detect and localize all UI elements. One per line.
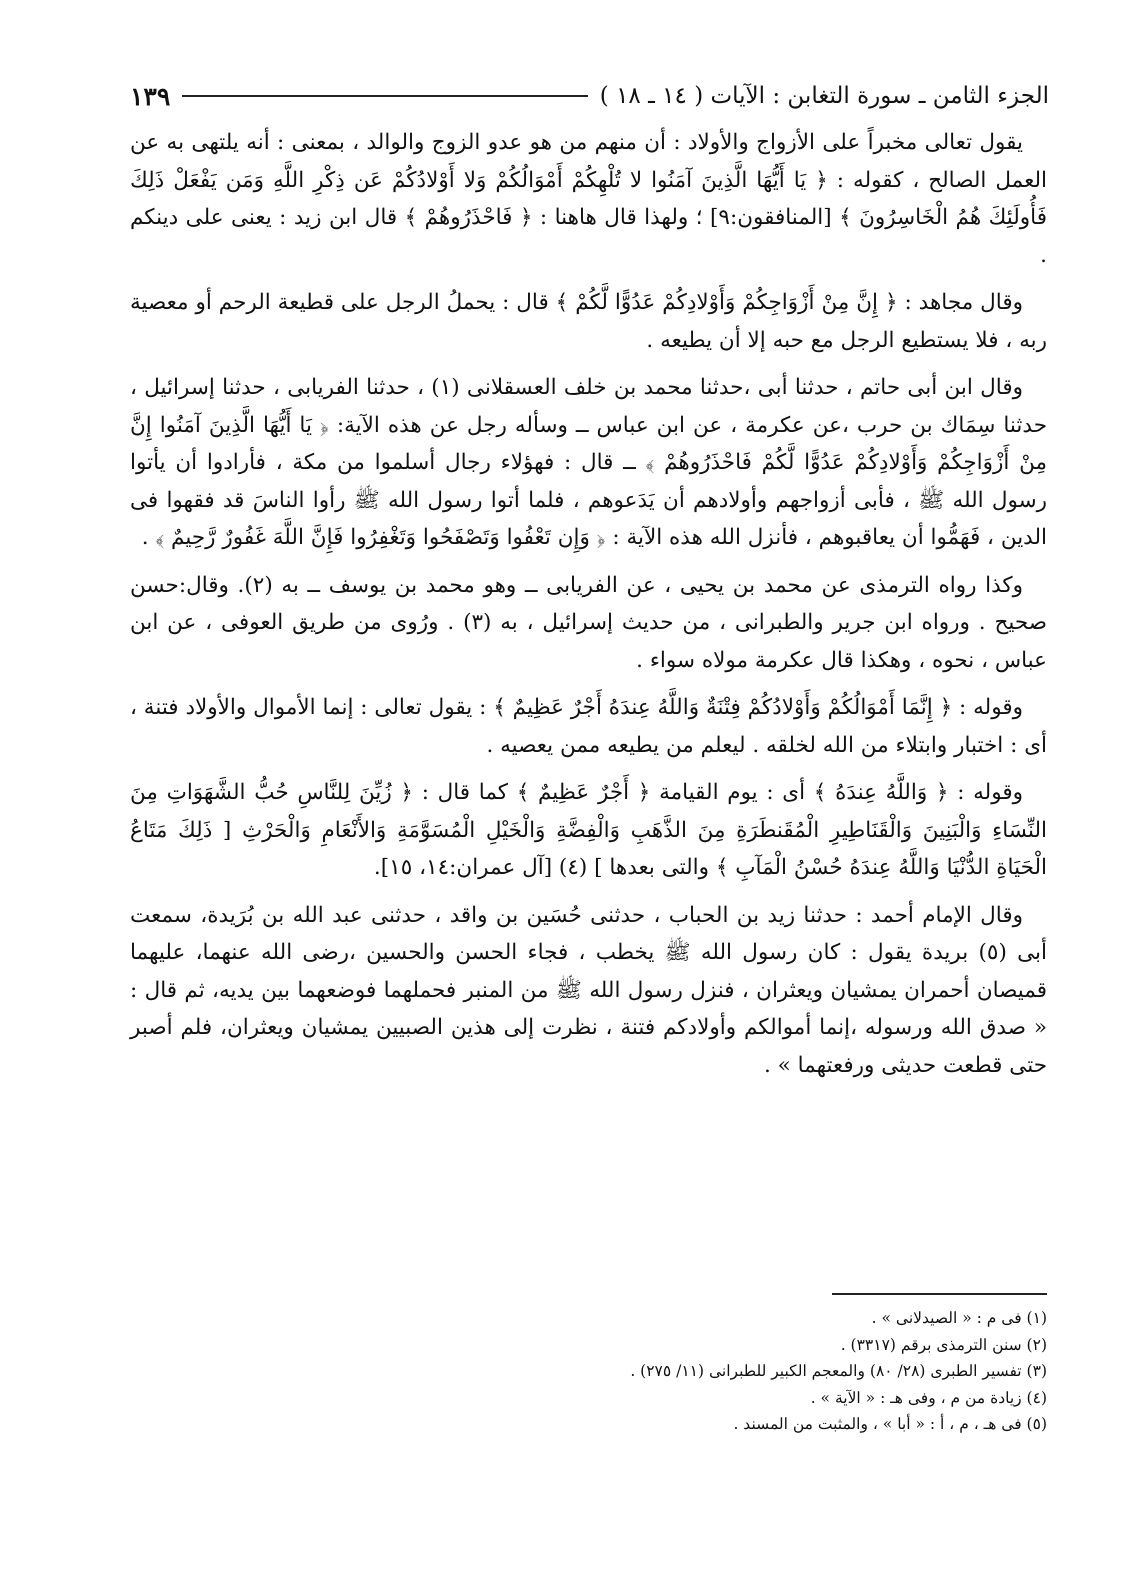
footnote: (١) فى م : « الصيدلانى » .	[871, 1309, 1047, 1327]
footnote: (٥) فى هـ ، م ، أ : « أبا » ، والمثبت من المسند .	[733, 1415, 1047, 1433]
running-title: الجزء الثامن ـ سورة التغابن : الآيات ( ١٤ ـ ١٨ )	[599, 83, 1049, 109]
paragraph: وقال ابن أبى حاتم ، حدثنا أبى ،حدثنا محمد بن خلف العسقلانى (١) ، حدثنا الفريابى ، حدثنا إسرائيل ، حدثنا سِمَاك بن حرب ،عن عكرمة ، عن ابن عباس ــ وسأله رجل عن هذه الآية: ﴿ يَا أَيُّهَا الَّذِينَ آمَنُوا إِنَّ مِنْ أَزْوَاجِكُمْ وَأَوْلادِكُمْ عَدُوًّا لَّكُمْ فَاحْذَرُوهُمْ ﴾ ــ قال : فهؤلاء رجال أسلموا من مكة ، فأرادوا أن يأتوا رسول الله ﷺ ، فأبى أزواجهم وأولادهم أن يَدَعوهم ، فلما أتوا رسول الله ﷺ رأوا الناسَ قد فقهوا فى الدين ، فَهَمُّوا أن يعاقبوهم ، فأنزل الله هذه الآية : ﴿ وَإِن تَعْفُوا وَتَصْفَحُوا وَتَغْفِرُوا فَإِنَّ اللَّهَ غَفُورٌ رَّحِيمٌ ﴾ .	[130, 375, 1047, 550]
header-rule	[182, 95, 587, 97]
page-header	[130, 76, 1049, 116]
footnote-separator	[832, 1293, 1047, 1295]
paragraph: وكذا رواه الترمذى عن محمد بن يحيى ، عن الفريابى ــ وهو محمد بن يوسف ــ به (٢). وقال:حسن صحيح . ورواه ابن جرير والطبرانى ، من حديث إسرائيل ، به (٣) . ورُوى من طريق العوفى ، عن ابن عباس ، نحوه ، وهكذا قال عكرمة مولاه سواء .	[130, 572, 1047, 673]
paragraph: وقال مجاهد : ﴿ إِنَّ مِنْ أَزْوَاجِكُمْ وَأَوْلادِكُمْ عَدُوًّا لَّكُمْ ﴾ قال : يحملُ الرجل على قطيعة الرحم أو معصية ربه ، فلا يستطيع الرجل مع حبه إلا أن يطيعه .	[130, 290, 1047, 353]
footnote: (٢) سنن الترمذى برقم (٣٣١٧) .	[840, 1335, 1047, 1354]
paragraph: وقوله : ﴿ وَاللَّهُ عِندَهُ ﴾ أى : يوم القيامة ﴿ أَجْرٌ عَظِيمٌ ﴾ كما قال : ﴿ زُيِّنَ لِلنَّاسِ حُبُّ الشَّهَوَاتِ مِنَ النِّسَاءِ وَالْبَنِينَ وَالْقَنَاطِيرِ الْمُقَنطَرَةِ مِنَ الذَّهَبِ وَالْفِضَّةِ وَالْخَيْلِ الْمُسَوَّمَةِ وَالأَنْعَامِ وَالْحَرْثِ [ ذَلِكَ مَتَاعُ الْحَيَاةِ الدُّنْيَا وَاللَّهُ عِندَهُ حُسْنُ الْمَآبِ ﴾ والتى بعدها ] (٤) [آل عمران:١٤، ١٥].	[130, 780, 1047, 880]
footnote: (٣) تفسير الطبرى (٢٨/ ٨٠) والمعجم الكبير للطبرانى (١١/ ٢٧٥) .	[630, 1362, 1047, 1380]
footnotes	[300, 1305, 1047, 1438]
paragraph: وقوله : ﴿ إِنَّمَا أَمْوَالُكُمْ وَأَوْلادُكُمْ فِتْنَةٌ وَاللَّهُ عِندَهُ أَجْرٌ عَظِيمٌ ﴾ : يقول تعالى : إنما الأموال والأولاد فتنة ، أى : اختبار وابتلاء من الله لخلقه . ليعلم من يطيعه ممن يعصيه .	[130, 695, 1047, 758]
paragraph: وقال الإمام أحمد : حدثنا زيد بن الحباب ، حدثنى حُسَين بن واقد ، حدثنى عبد الله بن بُرَيدة، سمعت أبى (٥) بريدة يقول : كان رسول الله ﷺ يخطب ، فجاء الحسن والحسين ،رضى الله عنهما، عليهما قميصان أحمران يمشيان ويعثران ، فنزل رسول الله ﷺ من المنبر فحملهما فوضعهما بين يديه، ثم قال : « صدق الله ورسوله ،إنما أموالكم وأولادكم فتنة ، نظرت إلى هذين الصبيين يمشيان ويعثران، فلم أصبر حتى قطعت حديثى ورفعتهما » .	[130, 902, 1047, 1078]
footnote: (٤) زيادة من م ، وفى هـ : « الآية » .	[810, 1388, 1047, 1407]
paragraph: يقول تعالى مخبراً على الأزواج والأولاد : أن منهم من هو عدو الزوج والوالد ، بمعنى : أنه يلتهى به عن العمل الصالح ، كقوله : ﴿ يَا أَيُّهَا الَّذِينَ آمَنُوا لا تُلْهِكُمْ أَمْوَالُكُمْ وَلا أَوْلادُكُمْ عَن ذِكْرِ اللَّهِ وَمَن يَفْعَلْ ذَلِكَ فَأُولَئِكَ هُمُ الْخَاسِرُونَ ﴾ [المنافقون:٩] ؛ ولهذا قال هاهنا : ﴿ فَاحْذَرُوهُمْ ﴾ قال ابن زيد : يعنى على دينكم .	[130, 130, 1047, 268]
page-number: ١٣٩	[130, 81, 171, 111]
main-text	[130, 124, 1047, 1094]
